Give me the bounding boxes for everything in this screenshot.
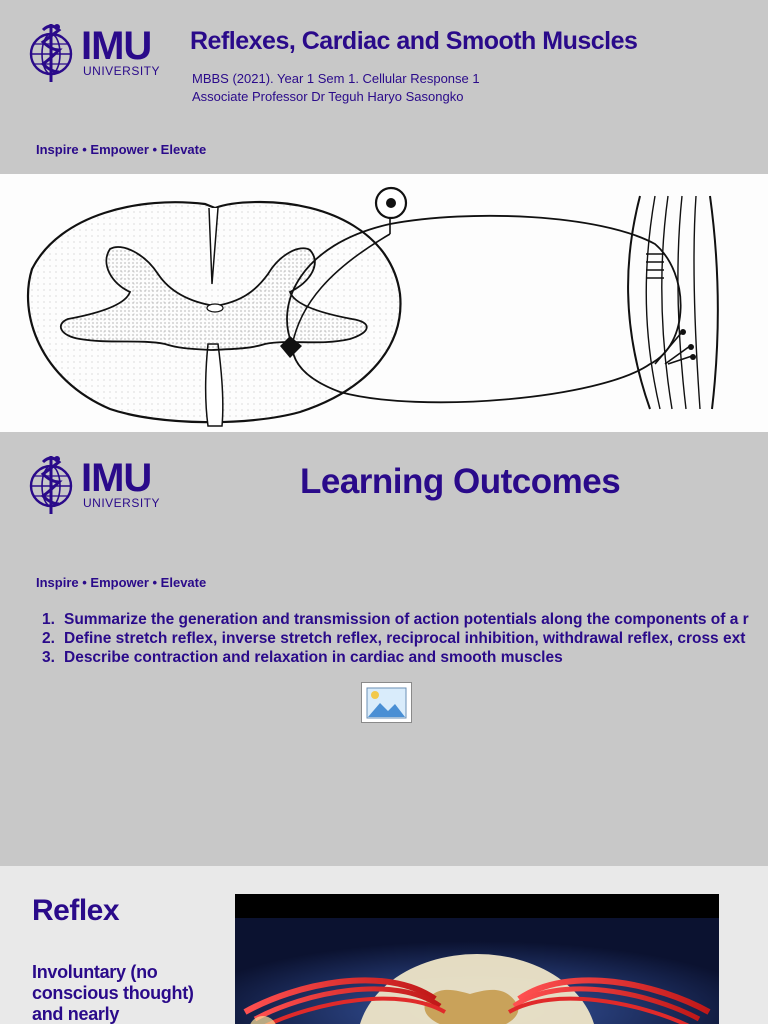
spinal-cord-nerves-photo bbox=[235, 894, 719, 1024]
course-line: MBBS (2021). Year 1 Sem 1. Cellular Response 1 bbox=[192, 71, 480, 86]
list-item: 2. Define stretch reflex, inverse stretch reflex, reciprocal inhibition, withdrawal reflex, cross ext bbox=[42, 630, 746, 647]
imu-logo bbox=[27, 20, 167, 84]
title-slide bbox=[0, 0, 768, 174]
spinal-cord-reflex-arc-illustration bbox=[0, 174, 768, 432]
broken-image-placeholder bbox=[361, 682, 412, 723]
image-placeholder-icon bbox=[362, 683, 411, 722]
slide-title: Learning Outcomes bbox=[300, 462, 621, 501]
tagline: Inspire • Empower • Elevate bbox=[36, 575, 207, 590]
caduceus-globe-icon bbox=[27, 452, 77, 516]
tagline: Inspire • Empower • Elevate bbox=[36, 142, 207, 157]
caduceus-globe-icon bbox=[27, 20, 77, 84]
list-item: 3. Describe contraction and relaxation in cardiac and smooth muscles bbox=[42, 649, 563, 666]
logo-subtitle: UNIVERSITY bbox=[83, 64, 161, 78]
imu-logo bbox=[27, 452, 167, 516]
reflex-arc-diagram bbox=[0, 174, 768, 432]
logo-wordmark: IMU bbox=[81, 24, 152, 68]
body-text: Involuntary (no conscious thought) and nearly bbox=[32, 962, 194, 1024]
presenter-name: Associate Professor Dr Teguh Haryo Sasongko bbox=[192, 89, 464, 104]
outcomes-list bbox=[42, 610, 749, 667]
muscle-fibers bbox=[628, 196, 718, 409]
learning-outcomes-slide bbox=[0, 432, 768, 866]
reflex-slide bbox=[0, 866, 768, 1024]
logo-subtitle: UNIVERSITY bbox=[83, 496, 161, 510]
slide-title: Reflexes, Cardiac and Smooth Muscles bbox=[190, 27, 638, 55]
slide-title: Reflex bbox=[32, 894, 120, 927]
logo-wordmark: IMU bbox=[81, 456, 152, 500]
list-item: 1. Summarize the generation and transmission of action potentials along the components of a r bbox=[42, 611, 749, 628]
